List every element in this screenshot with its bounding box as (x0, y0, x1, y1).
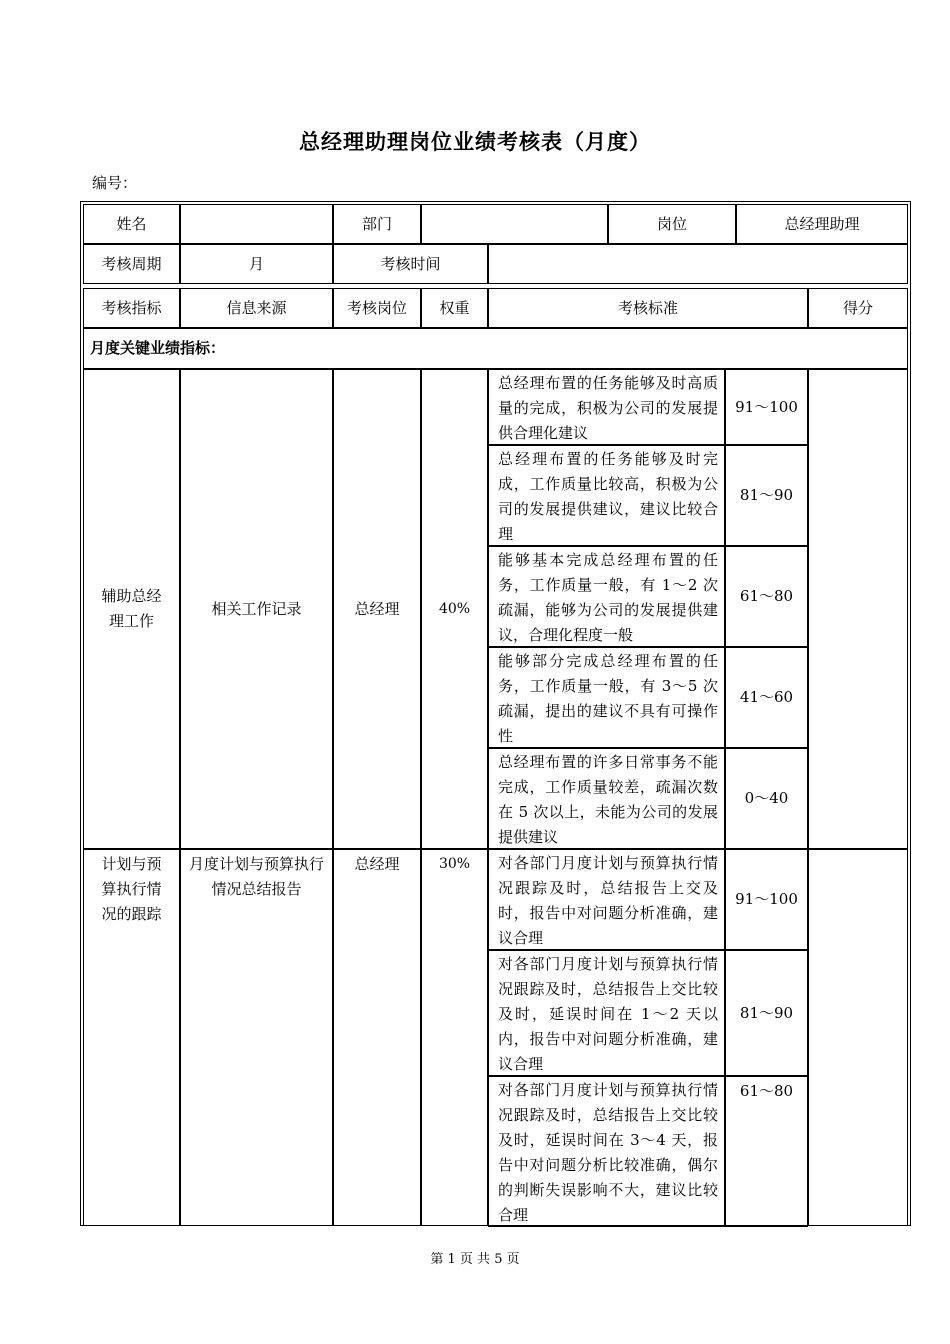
post-label: 岗位 (608, 204, 736, 244)
indicator-weight: 30% (421, 849, 488, 1225)
period-label: 考核周期 (83, 244, 180, 284)
period-value: 月 (180, 244, 333, 284)
indicator-weight: 40% (421, 369, 488, 849)
assessment-table (80, 201, 911, 1226)
name-value[interactable] (180, 204, 333, 244)
indicator-source: 相关工作记录 (180, 369, 333, 849)
indicator-name: 辅助总经理工作 (83, 369, 180, 849)
standard-range: 91～100 (725, 369, 808, 445)
col-standard: 考核标准 (488, 288, 808, 328)
standard-desc: 能够基本完成总经理布置的任务，工作质量一般，有 1～2 次疏漏，能够为公司的发展提供建议，合理化程度一般 (488, 546, 725, 647)
col-weight: 权重 (421, 288, 488, 328)
standard-range: 81～90 (725, 950, 808, 1076)
score-cell[interactable] (808, 369, 908, 849)
col-source: 信息来源 (180, 288, 333, 328)
page-footer: 第 1 页 共 5 页 (430, 1252, 520, 1267)
dept-label: 部门 (333, 204, 421, 244)
standard-range: 61～80 (725, 546, 808, 647)
standard-desc: 总经理布置的许多日常事务不能完成，工作质量较差，疏漏次数在 5 次以上，未能为公司的发展提供建议 (488, 748, 725, 849)
name-label: 姓名 (83, 204, 180, 244)
standard-desc: 对各部门月度计划与预算执行情况跟踪及时，总结报告上交及时，报告中对问题分析准确，建议合理 (488, 849, 725, 950)
indicator-post: 总经理 (333, 849, 421, 1225)
standard-range: 61～80 (725, 1076, 808, 1227)
col-score: 得分 (808, 288, 908, 328)
standard-range: 0～40 (725, 748, 808, 849)
standard-range: 41～60 (725, 647, 808, 748)
standard-range: 91～100 (725, 849, 808, 950)
indicator-source: 月度计划与预算执行情况总结报告 (180, 849, 333, 1225)
standard-desc: 对各部门月度计划与预算执行情况跟踪及时，总结报告上交比较及时，延误时间在 1～2 天以内，报告中对问题分析准确，建议合理 (488, 950, 725, 1076)
indicator-post: 总经理 (333, 369, 421, 849)
standard-desc: 对各部门月度计划与预算执行情况跟踪及时，总结报告上交比较及时，延误时间在 3～4 天，报告中对问题分析比较准确，偶尔的判断失误影响不大，建议比较合理 (488, 1076, 725, 1227)
serial-number-label: 编号： (92, 174, 138, 192)
standard-desc: 总经理布置的任务能够及时完成，工作质量比较高，积极为公司的发展提供建议，建议比较合理 (488, 445, 725, 546)
standard-desc: 能够部分完成总经理布置的任务，工作质量一般，有 3～5 次疏漏，提出的建议不具有可操作性 (488, 647, 725, 748)
score-cell[interactable] (808, 849, 908, 1225)
standard-desc: 总经理布置的任务能够及时高质量的完成，积极为公司的发展提供合理化建议 (488, 369, 725, 445)
dept-value[interactable] (421, 204, 608, 244)
section-title: 月度关键业绩指标： (83, 328, 908, 369)
standard-range: 81～90 (725, 445, 808, 546)
col-post: 考核岗位 (333, 288, 421, 328)
col-indicator: 考核指标 (83, 288, 180, 328)
time-label: 考核时间 (333, 244, 488, 284)
page-title: 总经理助理岗位业绩考核表（月度） (299, 129, 651, 154)
post-value: 总经理助理 (736, 204, 908, 244)
indicator-name: 计划与预算执行情况的跟踪 (83, 849, 180, 1225)
time-value[interactable] (488, 244, 908, 284)
